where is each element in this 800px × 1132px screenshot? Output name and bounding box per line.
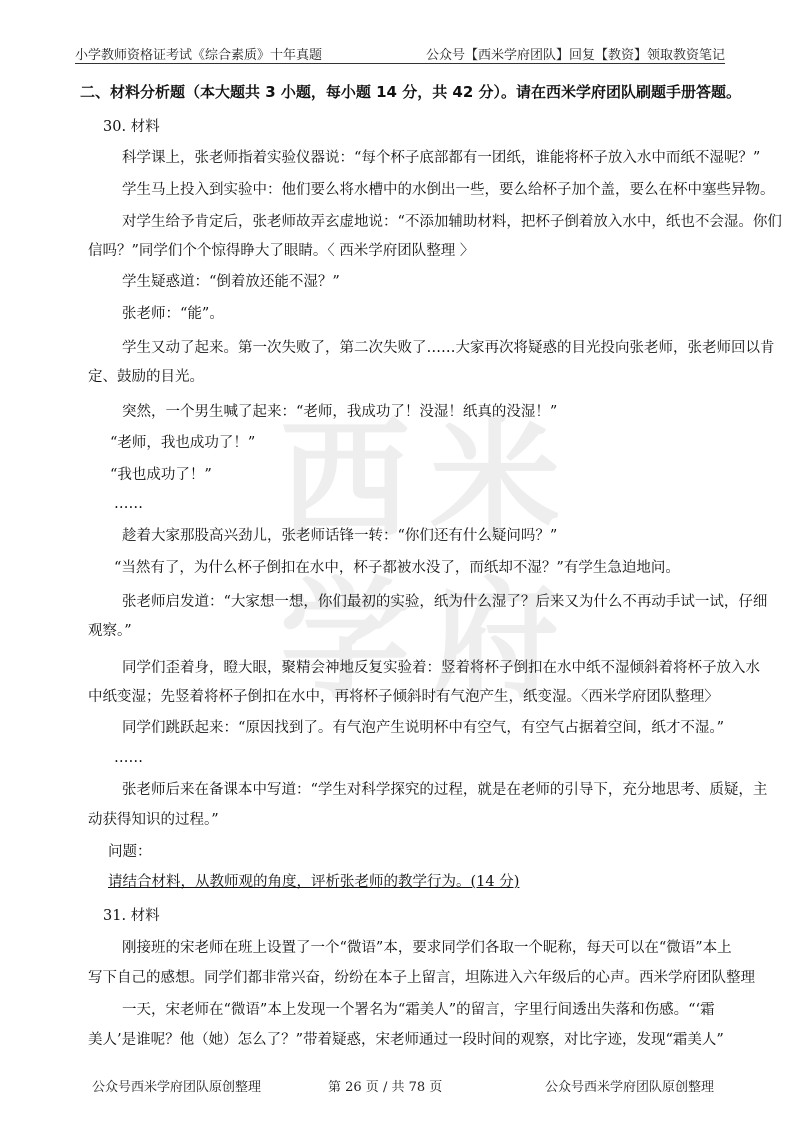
q30-paragraph: 信吗？”同学们个个惊得睁大了眼睛。〈 西米学府团队整理 〉	[88, 243, 475, 259]
q30-paragraph: 学生又动了起来。第一次失败了，第二次失败了……大家再次将疑惑的目光投向张老师，张老师回以肯	[122, 340, 775, 356]
q30-paragraph: “老师，我也成功了！”	[110, 435, 256, 451]
q30-paragraph: 同学们跳跃起来：“原因找到了。有气泡产生说明杯中有空气，有空气占据着空间，纸才不湿。”	[122, 720, 725, 736]
q31-paragraph: 写下自己的感想。同学们都非常兴奋，纷纷在本子上留言，坦陈进入六年级后的心声。西米学府团队整理	[88, 970, 755, 986]
q30-paragraph: 同学们歪着身，瞪大眼，聚精会神地反复实验着：竖着将杯子倒扣在水中纸不湿倾斜着将杯子放入水	[122, 660, 760, 676]
q30-paragraph: 动获得知识的过程。”	[88, 812, 219, 828]
q31-paragraph: 美人’是谁呢？他（她）怎么了？”带着疑惑，宋老师通过一段时间的观察，对比字迹，发现“霜美人”	[88, 1032, 724, 1048]
q31-paragraph: 刚接班的宋老师在班上设置了一个“微语”本，要求同学们各取一个昵称，每天可以在“微语”本上	[122, 940, 732, 956]
q30-paragraph: 张老师：“能”。	[122, 306, 224, 322]
q30-number: 30. 材料	[103, 119, 160, 135]
footer-right-text: 公众号西米学府团队原创整理	[545, 1080, 715, 1095]
q30-question-label: 问题：	[108, 844, 152, 860]
q30-paragraph: 学生马上投入到实验中：他们要么将水槽中的水倒出一些，要么给杯子加个盖，要么在杯中塞些异物。	[122, 182, 775, 198]
q30-paragraph: 定、鼓励的目光。	[88, 369, 204, 385]
q30-paragraph: ……	[114, 750, 143, 766]
q30-paragraph: “当然有了，为什么杯子倒扣在水中，杯子都被水没了，而纸却不湿？”有学生急迫地问。	[114, 560, 680, 576]
header-divider	[75, 63, 725, 64]
q30-question: 请结合材料，从教师观的角度，评析张老师的教学行为。(14 分)	[108, 874, 520, 890]
q30-paragraph: 对学生给予肯定后，张老师故弄玄虚地说：“不添加辅助材料，把杯子倒着放入水中，纸也不会湿。你们	[122, 214, 782, 230]
q31-number: 31. 材料	[103, 908, 160, 924]
header-left-text: 小学教师资格证考试《综合素质》十年真题	[75, 48, 323, 63]
footer-left-text: 公众号西米学府团队原创整理	[92, 1080, 262, 1095]
watermark-char: 府	[430, 564, 561, 716]
q30-paragraph: “我也成功了！”	[110, 467, 212, 483]
watermark-char: 学	[280, 564, 411, 716]
q30-paragraph: 张老师启发道：“大家想一想，你们最初的实验，纸为什么湿了？后来又为什么不再动手试一试，仔细	[122, 594, 768, 610]
q30-paragraph: 观察。”	[88, 623, 132, 639]
watermark-char: 米	[430, 404, 561, 556]
page-header	[75, 38, 725, 64]
watermark-char: 西	[280, 404, 411, 556]
page-number: 第 26 页 / 共 78 页	[328, 1080, 443, 1095]
q30-paragraph: 科学课上，张老师指着实验仪器说：“每个杯子底部都有一团纸，谁能将杯子放入水中而纸不湿呢？”	[122, 150, 761, 166]
q30-paragraph: 张老师后来在备课本中写道：“学生对科学探究的过程，就是在老师的引导下，充分地思考、质疑，主	[122, 782, 768, 798]
q30-paragraph: ……	[114, 496, 143, 512]
q30-paragraph: 突然，一个男生喊了起来：“老师，我成功了！没湿！纸真的没湿！”	[122, 404, 558, 420]
q31-paragraph: 一天，宋老师在“微语”本上发现一个署名为“霜美人”的留言，字里行间透出失落和伤感。“‘霜	[122, 1002, 715, 1018]
q30-paragraph: 中纸变湿；先竖着将杯子倒扣在水中，再将杯子倾斜时有气泡产生，纸变湿。〈西米学府团队整理〉	[88, 689, 719, 705]
section-title: 二、材料分析题（本大题共 3 小题，每小题 14 分，共 42 分）。请在西米学府团队刷题手册答题。	[80, 83, 742, 101]
q30-paragraph: 学生疑惑道：“倒着放还能不湿？”	[122, 274, 340, 290]
q30-paragraph: 趁着大家那股高兴劲儿，张老师话锋一转：“你们还有什么疑问吗？”	[122, 528, 558, 544]
header-right-text: 公众号【西米学府团队】回复【教资】领取教资笔记	[425, 48, 725, 63]
